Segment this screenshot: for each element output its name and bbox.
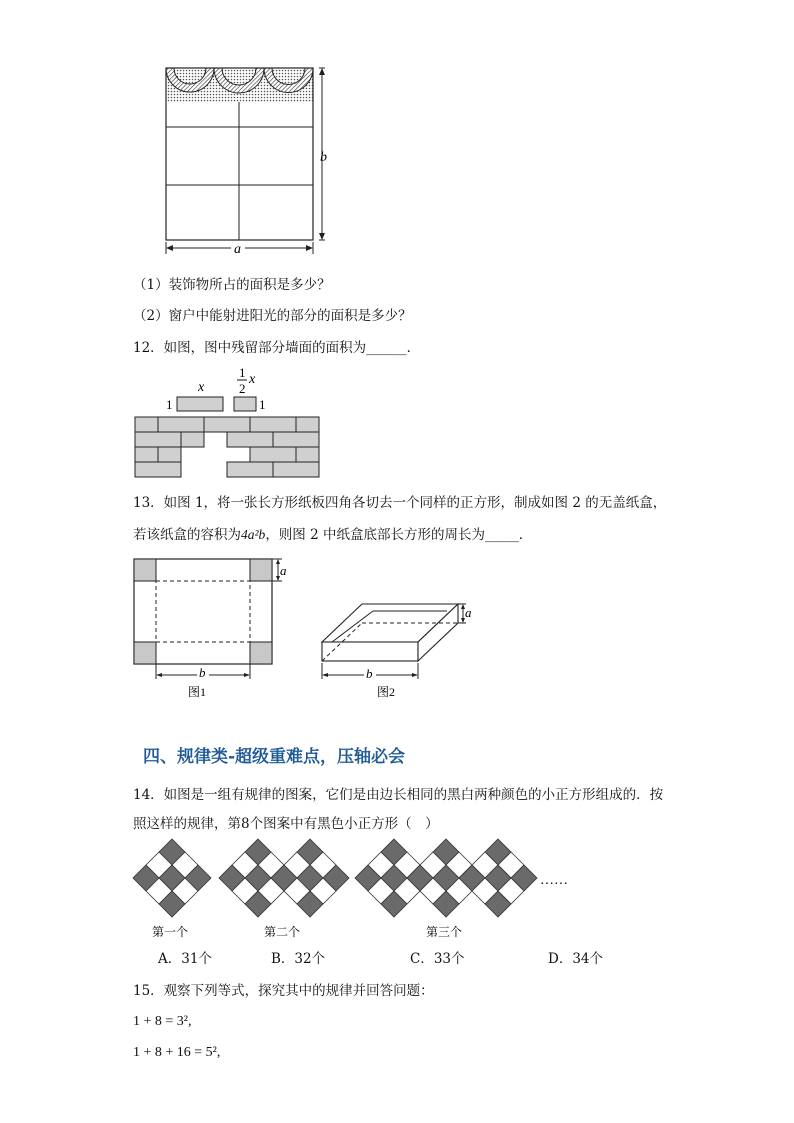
caption-2: 第二个: [264, 925, 301, 939]
fig2-box: [315, 595, 485, 705]
q15-eq1: 1 + 8 = 3²,: [133, 1014, 192, 1029]
option-c[interactable]: C．33个: [410, 951, 465, 967]
fig1-label-a: a: [280, 563, 287, 578]
label-a: a: [234, 242, 241, 257]
brick-label-x: x: [198, 380, 205, 395]
fig2-caption: 图2: [377, 685, 396, 699]
q11-sub1: （1）装饰物所占的面积是多少？: [133, 277, 331, 293]
label-b: b: [320, 150, 327, 165]
half-num: 1: [239, 365, 246, 380]
fig2-label-a: a: [465, 605, 472, 620]
window-figure: [155, 60, 335, 260]
left-one: 1: [166, 397, 173, 412]
half-den: 2: [239, 381, 246, 396]
wall-figure: [128, 364, 328, 482]
q14-line2: 照这样的规律，第8个图案中有黑色小正方形（ ）: [133, 816, 439, 832]
caption-3: 第三个: [426, 925, 463, 939]
half-var: x: [249, 372, 256, 387]
fig2-label-b: b: [366, 666, 373, 681]
option-a[interactable]: A．31个: [158, 951, 212, 967]
q15-eq2: 1 + 8 + 16 = 5²,: [133, 1045, 221, 1060]
q14-line1: 14．如图是一组有规律的图案，它们是由边长相同的黑白两种颜色的小正方形组成的．按: [133, 787, 664, 803]
q12-text: 12．如图，图中残留部分墙面的面积为______．: [133, 340, 421, 356]
option-d[interactable]: D．34个: [548, 951, 604, 967]
pattern-ellipsis: ……: [540, 873, 568, 888]
q11-sub2: （2）窗户中能射进阳光的部分的面积是多少？: [133, 308, 412, 324]
caption-1: 第一个: [152, 925, 189, 939]
pattern-figure: [128, 838, 588, 948]
q15-intro: 15．观察下列等式，探究其中的规律并回答问题：: [133, 983, 434, 999]
fig1-label-b: b: [199, 665, 206, 680]
option-b[interactable]: B．32个: [271, 951, 326, 967]
fig1-caption: 图1: [188, 685, 207, 699]
fig1-cardboard: [128, 553, 298, 703]
q13-line1: 13．如图 1，将一张长方形纸板四角各切去一个同样的正方形，制成如图 2 的无盖纸盒，: [133, 495, 667, 511]
q13-line2: 若该纸盒的容积为4a²b，则图 2 中纸盒底部长方形的周长为_____．: [133, 527, 533, 543]
right-one: 1: [259, 397, 266, 412]
section-heading: 四、规律类-超级重难点，压轴必会: [143, 747, 406, 767]
